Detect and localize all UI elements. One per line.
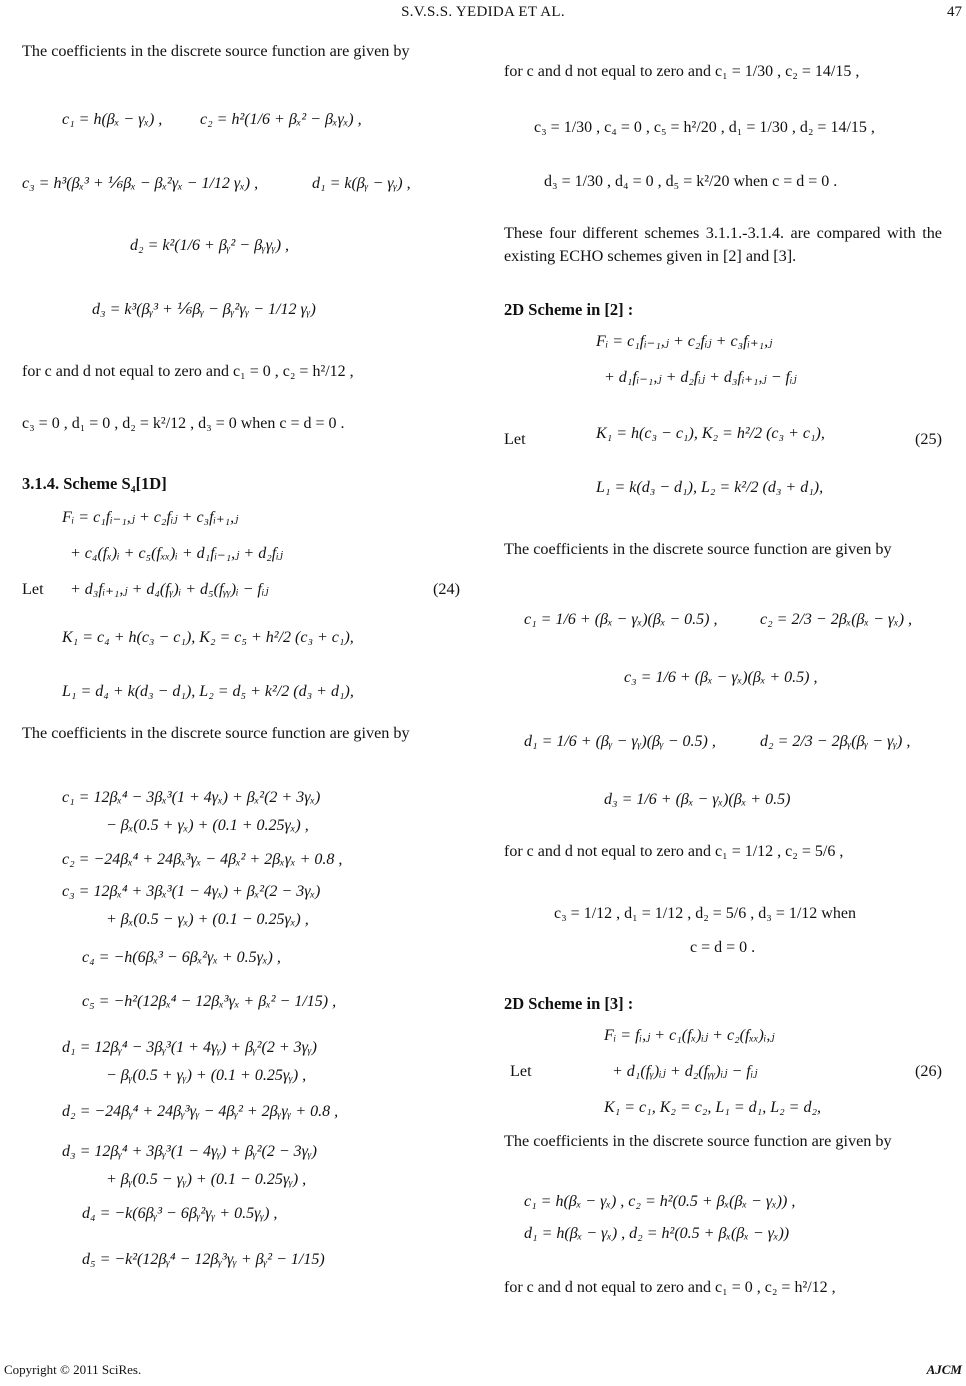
c2-line-1: c₁ = 1/6 + (βₓ − γₓ)(βₓ − 0.5) , xyxy=(524,611,718,628)
condition-r-3: d₃ = 1/30 , d₄ = 0 , d₅ = k²/20 when c = d = 0 . xyxy=(544,173,838,190)
scheme3-line-1: Fᵢ = fᵢ,ⱼ + c₁(fₓ)ᵢⱼ + c₂(fₓₓ)ᵢ,ⱼ xyxy=(604,1027,775,1044)
equation-d1: d₁ = k(βᵧ − γᵧ) , xyxy=(312,175,411,192)
coef-line-11: d₃ = 12βᵧ⁴ + 3βᵧ³(1 − 4γᵧ) + βᵧ²(2 − 3γᵧ) xyxy=(62,1143,317,1160)
footer-copyright: Copyright © 2011 SciRes. xyxy=(4,1362,142,1377)
coef-line-12: + βᵧ(0.5 − γᵧ) + (0.1 − 0.25γᵧ) , xyxy=(106,1171,307,1188)
let-label-r2: Let xyxy=(510,1062,532,1080)
equation-c2: c₂ = h²(1/6 + βₓ² − βₓγₓ) , xyxy=(200,111,362,128)
condition-r-1: for c and d not equal to zero and c₁ = 1/30 , c₂ = 14/15 , xyxy=(504,63,860,80)
c3-line-1: c₁ = h(βₓ − γₓ) , c₂ = h²(0.5 + βₓ(βₓ − γₓ)) , xyxy=(524,1193,796,1210)
condition-r-4: for c and d not equal to zero and c₁ = 1/12 , c₂ = 5/6 , xyxy=(504,843,844,860)
paragraph-coefficients-intro-2: The coefficients in the discrete source function are given by xyxy=(22,724,410,742)
scheme-line-L: L₁ = d₄ + k(d₃ − d₁), L₂ = d₅ + k²/2 (d₃ + d₁), xyxy=(62,683,354,700)
equation-d3: d₃ = k³(βᵧ³ + ⅙βᵧ − βᵧ²γᵧ − 1/12 γᵧ) xyxy=(92,301,316,318)
equation-number-24: (24) xyxy=(433,580,460,598)
condition-line-2: c₃ = 0 , d₁ = 0 , d₂ = k²/12 , d₃ = 0 when c = d = 0 . xyxy=(22,415,345,432)
page-number: 47 xyxy=(947,4,962,20)
condition-line-1: for c and d not equal to zero and c₁ = 0 , c₂ = h²/12 , xyxy=(22,363,354,380)
left-column xyxy=(22,40,460,1350)
footer-journal: AJCM xyxy=(926,1362,962,1377)
c2-line-5: d₂ = 2/3 − 2βᵧ(βᵧ − γᵧ) , xyxy=(760,733,911,750)
section-heading-scheme-s4: 3.1.4. Scheme S₄[1D] xyxy=(22,474,167,493)
coef-line-13: d₄ = −k(6βᵧ³ − 6βᵧ²γᵧ + 0.5γᵧ) , xyxy=(82,1205,278,1222)
scheme2-line-2: + d₁fᵢ₋₁,ⱼ + d₂fᵢⱼ + d₃fᵢ₊₁,ⱼ − fᵢⱼ xyxy=(604,369,797,386)
coef-line-7: c₅ = −h²(12βₓ⁴ − 12βₓ³γₓ + βₓ² − 1/15) , xyxy=(82,993,337,1010)
let-label: Let xyxy=(22,580,44,598)
coef-line-14: d₅ = −k²(12βᵧ⁴ − 12βᵧ³γᵧ + βᵧ² − 1/15) xyxy=(82,1251,325,1268)
scheme-line-3: + d₃fᵢ₊₁,ⱼ + d₄(fᵧ)ᵢ + d₅(fᵧᵧ)ᵢ − fᵢⱼ xyxy=(70,581,269,598)
coef-line-8: d₁ = 12βᵧ⁴ − 3βᵧ³(1 + 4γᵧ) + βᵧ²(2 + 3γᵧ) xyxy=(62,1039,317,1056)
running-header: S.V.S.S. YEDIDA ET AL. xyxy=(401,4,565,20)
equation-c3: c₃ = h³(βₓ³ + ⅙βₓ − βₓ²γₓ − 1/12 γₓ) , xyxy=(22,175,259,192)
c3-line-2: d₁ = h(βₓ − γₓ) , d₂ = h²(0.5 + βₓ(βₓ − γₓ)) xyxy=(524,1225,790,1242)
section-heading-2d-scheme-3: 2D Scheme in [3] : xyxy=(504,994,634,1013)
coef-line-10: d₂ = −24βᵧ⁴ + 24βᵧ³γᵧ − 4βᵧ² + 2βᵧγᵧ + 0.8 , xyxy=(62,1103,339,1120)
c2-line-6: d₃ = 1/6 + (βₓ − γₓ)(βₓ + 0.5) xyxy=(604,791,791,808)
c2-line-2: c₂ = 2/3 − 2βₓ(βₓ − γₓ) , xyxy=(760,611,913,628)
scheme2-line-L: L₁ = k(d₃ − d₁), L₂ = k²/2 (d₃ + d₁), xyxy=(596,479,824,496)
paragraph-coefficients-intro: The coefficients in the discrete source function are given by xyxy=(22,42,410,60)
scheme3-line-3: K₁ = c₁, K₂ = c₂, L₁ = d₁, L₂ = d₂, xyxy=(604,1099,822,1116)
let-label-r: Let xyxy=(504,430,526,448)
paragraph-coefficients-intro-4: The coefficients in the discrete source function are given by xyxy=(504,1132,892,1150)
scheme-line-K: K₁ = c₄ + h(c₃ − c₁), K₂ = c₅ + h²/2 (c₃ + c₁), xyxy=(62,629,354,646)
equation-d2: d₂ = k²(1/6 + βᵧ² − βᵧγᵧ) , xyxy=(130,237,290,254)
coef-line-1: c₁ = 12βₓ⁴ − 3βₓ³(1 + 4γₓ) + βₓ²(2 + 3γₓ) xyxy=(62,789,321,806)
coef-line-4: c₃ = 12βₓ⁴ + 3βₓ³(1 − 4γₓ) + βₓ²(2 − 3γₓ) xyxy=(62,883,321,900)
coef-line-9: − βᵧ(0.5 + γᵧ) + (0.1 + 0.25γᵧ) , xyxy=(106,1067,307,1084)
condition-r-7: for c and d not equal to zero and c₁ = 0 , c₂ = h²/12 , xyxy=(504,1279,836,1296)
right-column xyxy=(504,40,942,1350)
section-heading-2d-scheme-2: 2D Scheme in [2] : xyxy=(504,300,634,319)
equation-c1: c₁ = h(βₓ − γₓ) , xyxy=(62,111,163,128)
paragraph-coefficients-intro-3: The coefficients in the discrete source function are given by xyxy=(504,540,892,558)
scheme-line-1: Fᵢ = c₁fᵢ₋₁,ⱼ + c₂fᵢⱼ + c₃fᵢ₊₁,ⱼ xyxy=(62,509,239,526)
condition-r-5: c₃ = 1/12 , d₁ = 1/12 , d₂ = 5/6 , d₃ = 1/12 when xyxy=(554,905,856,922)
scheme2-line-K: K₁ = h(c₃ − c₁), K₂ = h²/2 (c₃ + c₁), xyxy=(596,425,825,442)
coef-line-6: c₄ = −h(6βₓ³ − 6βₓ²γₓ + 0.5γₓ) , xyxy=(82,949,281,966)
c2-line-3: c₃ = 1/6 + (βₓ − γₓ)(βₓ + 0.5) , xyxy=(624,669,818,686)
condition-r-6: c = d = 0 . xyxy=(690,939,756,956)
coef-line-3: c₂ = −24βₓ⁴ + 24βₓ³γₓ − 4βₓ² + 2βₓγₓ + 0.8 , xyxy=(62,851,343,868)
c2-line-4: d₁ = 1/6 + (βᵧ − γᵧ)(βᵧ − 0.5) , xyxy=(524,733,716,750)
equation-number-26: (26) xyxy=(915,1062,942,1080)
condition-r-2: c₃ = 1/30 , c₄ = 0 , c₅ = h²/20 , d₁ = 1/30 , d₂ = 14/15 , xyxy=(534,119,875,136)
equation-number-25: (25) xyxy=(915,430,942,448)
scheme2-line-1: Fᵢ = c₁fᵢ₋₁,ⱼ + c₂fᵢⱼ + c₃fᵢ₊₁,ⱼ xyxy=(596,333,773,350)
coef-line-2: − βₓ(0.5 + γₓ) + (0.1 + 0.25γₓ) , xyxy=(106,817,309,834)
paragraph-schemes-compared: These four different schemes 3.1.1.-3.1.4. are compared with the existing ECHO schemes given in [2] and [3]. xyxy=(504,224,942,265)
scheme-line-2: + c₄(fₓ)ᵢ + c₅(fₓₓ)ᵢ + d₁fᵢ₋₁,ⱼ + d₂fᵢⱼ xyxy=(70,545,283,562)
scheme3-line-2: + d₁(fᵧ)ᵢⱼ + d₂(fᵧᵧ)ᵢⱼ − fᵢⱼ xyxy=(612,1063,758,1080)
coef-line-5: + βₓ(0.5 − γₓ) + (0.1 − 0.25γₓ) , xyxy=(106,911,309,928)
